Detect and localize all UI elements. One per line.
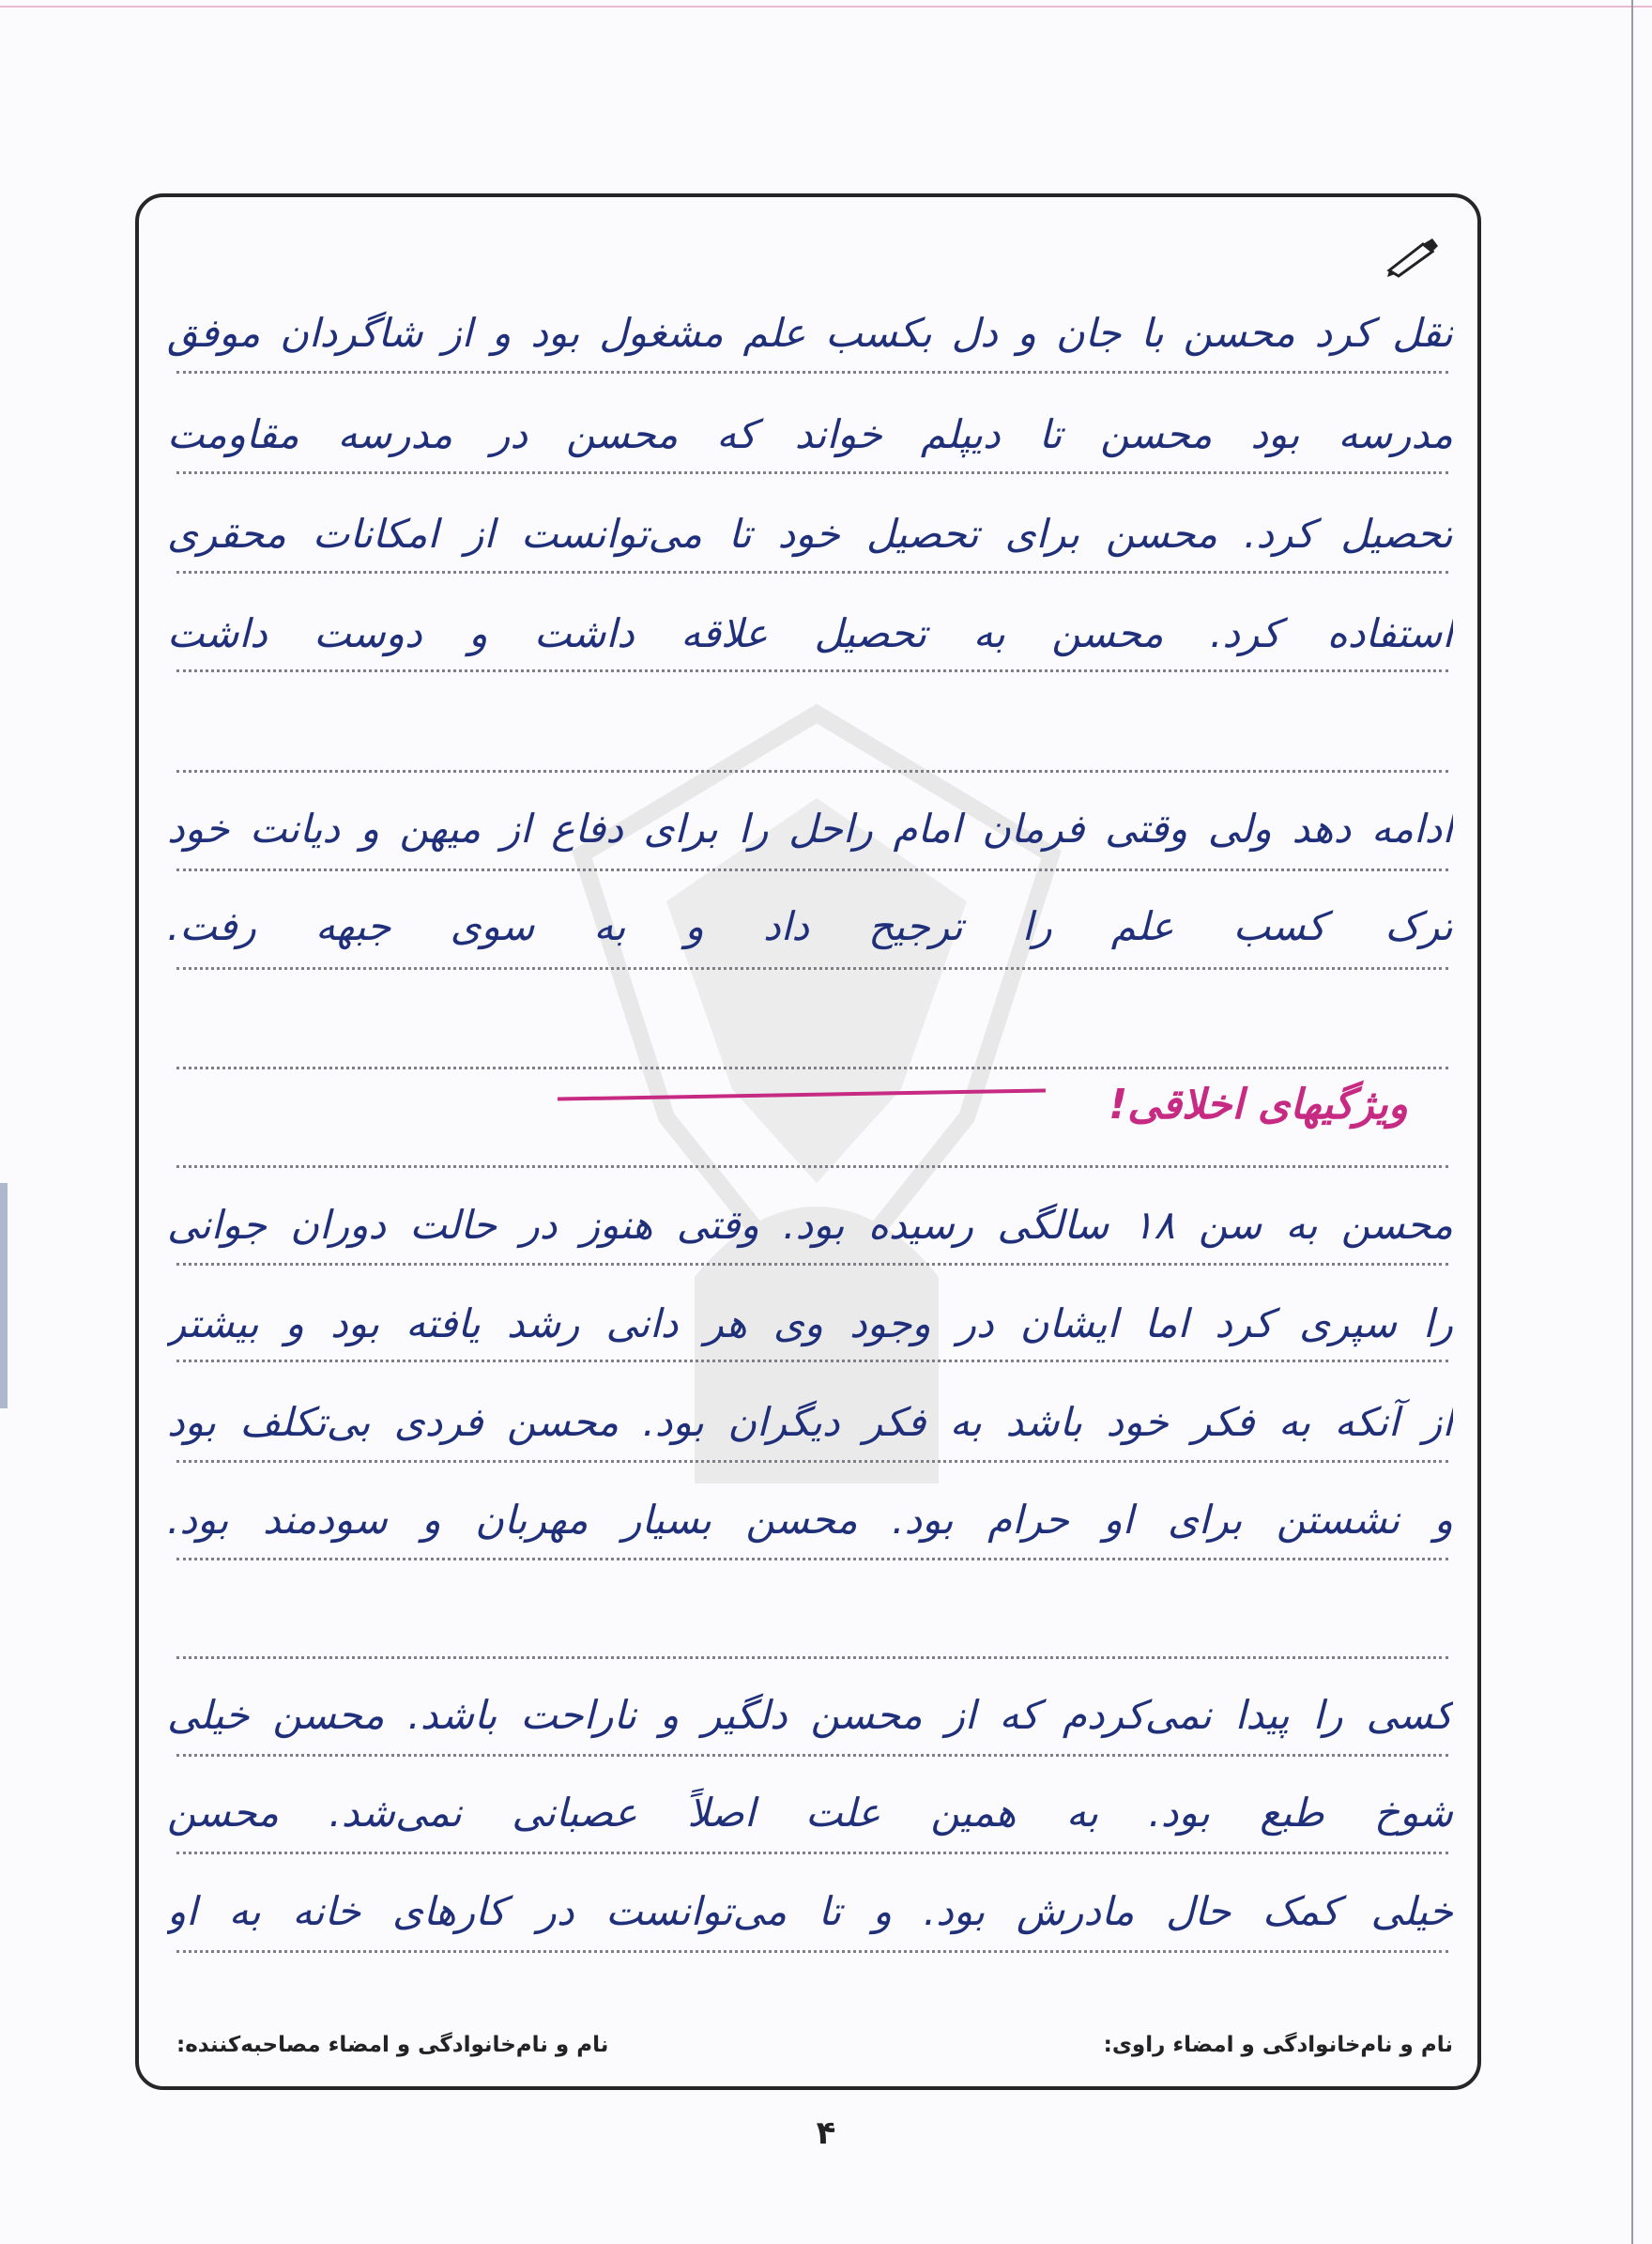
dotted-rule (176, 967, 1448, 970)
signature-footer (176, 2026, 1453, 2064)
dotted-rule (176, 1460, 1448, 1463)
handwritten-line: مدرسه بود محسن تا دیپلم خواند که محسن در مدرسه مقاومت (167, 411, 1453, 457)
dotted-rule (176, 1067, 1448, 1069)
handwritten-line: را سپری کرد اما ایشان در وجود وی هر دانی رشد یافته بود و بیشتر (167, 1300, 1453, 1346)
dotted-rule (176, 1754, 1448, 1757)
dotted-rule (176, 371, 1448, 374)
interviewer-signature-label: نام و نام‌خانوادگی و امضاء مصاحبه‌کننده: (176, 2033, 609, 2057)
section-heading: ویژگیهای اخلاقی! (1109, 1081, 1408, 1129)
handwritten-line: و نشستن برای او حرام بود. محسن بسیار مهربان و سودمند بود. (167, 1497, 1453, 1543)
dotted-rule (176, 1360, 1448, 1362)
dotted-rule (176, 571, 1448, 574)
handwritten-line: ترک کسب علم را ترجیح داد و به سوی جبهه رفت. (167, 903, 1453, 949)
pen-icon (1385, 235, 1442, 278)
handwritten-line: کسی را پیدا نمی‌کردم که از محسن دلگیر و ناراحت باشد. محسن خیلی (167, 1692, 1453, 1738)
dotted-rule (176, 868, 1448, 871)
dotted-rule (176, 1165, 1448, 1168)
dotted-rule (176, 1263, 1448, 1266)
dotted-rule (176, 1656, 1448, 1659)
handwritten-line: شوخ طبع بود. به همین علت اصلاً عصبانی نمی‌شد. محسن (167, 1790, 1453, 1836)
dotted-rule (176, 669, 1448, 672)
handwritten-line: از آنکه به فکر خود باشد به فکر دیگران بود. محسن فردی بی‌تکلف بود (167, 1399, 1453, 1445)
top-edge-rule (0, 6, 1652, 8)
handwritten-line: خیلی کمک حال مادرش بود. و تا می‌توانست در کارهای خانه به او (167, 1888, 1453, 1934)
handwritten-line: ادامه دهد ولی وقتی فرمان امام راحل را برای دفاع از میهن و دیانت خود (167, 806, 1453, 852)
dotted-rule (176, 1950, 1448, 1953)
handwritten-line: استفاده کرد. محسن به تحصیل علاقه داشت و دوست داشت (167, 610, 1453, 656)
dotted-rule (176, 1558, 1448, 1560)
dotted-rule (176, 471, 1448, 474)
right-edge-rule (1631, 0, 1633, 2244)
page-number: ۴ (816, 2114, 836, 2152)
handwritten-line: محسن به سن ۱۸ سالگی رسیده بود. وقتی هنوز در حالت دوران جوانی (167, 1202, 1453, 1248)
left-edge-mark (0, 1183, 8, 1408)
handwritten-line: نقل کرد محسن با جان و دل بکسب علم مشغول بود و از شاگردان موفق (167, 310, 1453, 356)
handwritten-line: تحصیل کرد. محسن برای تحصیل خود تا می‌توانست از امکانات محقری (167, 511, 1453, 557)
narrator-signature-label: نام و نام‌خانوادگی و امضاء راوی: (1103, 2033, 1453, 2057)
dotted-rule (176, 1852, 1448, 1854)
dotted-rule (176, 770, 1448, 773)
